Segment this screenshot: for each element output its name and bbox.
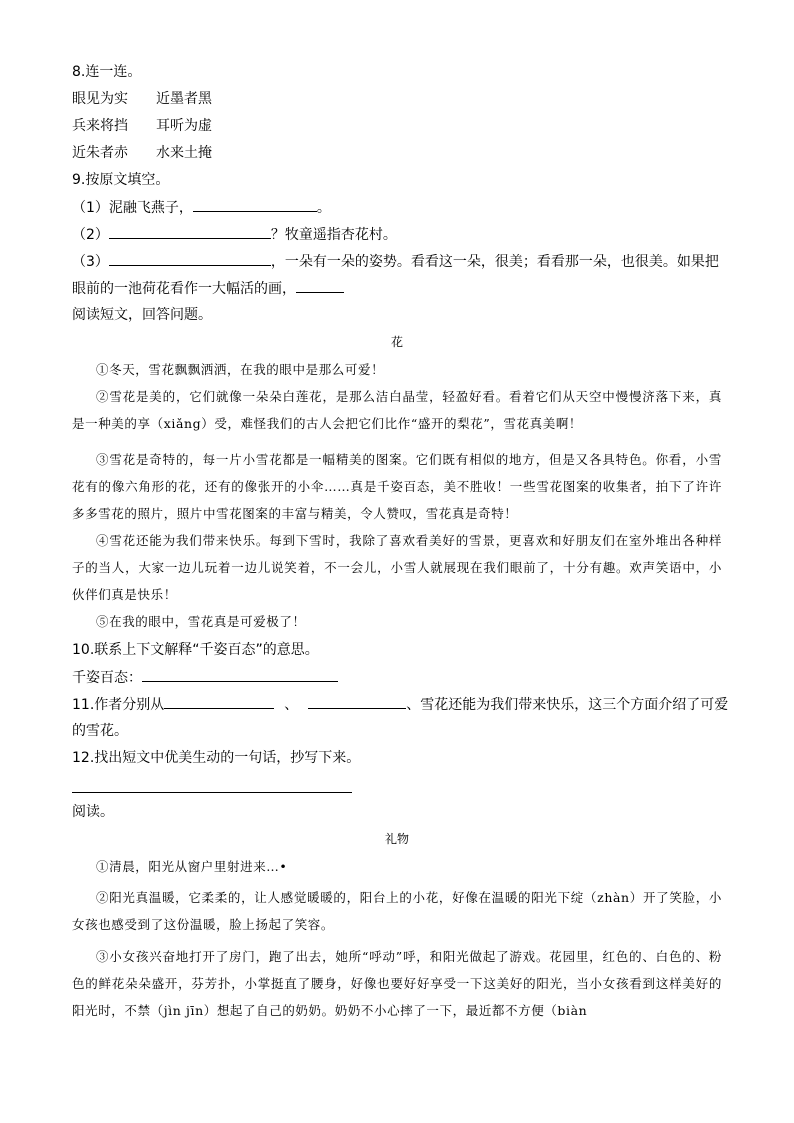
reading2-paragraph-2: ②阳光真温暖，它柔柔的，让人感觉暖暖的，阳台上的小花，好像在温暖的阳光下绽（zhàn）开了笑脸，小女孩也感受到了这份温暖，脸上扬起了笑容。 — [72, 890, 722, 932]
q8-left-3: 近朱者赤 — [72, 145, 128, 161]
q10-blank[interactable] — [142, 667, 338, 682]
q12-answer-line[interactable] — [72, 792, 352, 793]
reading1-intro: 阅读短文，回答问题。 — [72, 307, 212, 323]
q8-pair-3 — [72, 143, 212, 163]
q11-blank-1[interactable] — [164, 694, 274, 709]
q10-label: 千姿百态： — [72, 670, 142, 686]
q9-item-3 — [72, 251, 719, 272]
reading1-paragraph-2: ②雪花是美的，它们就像一朵朵白莲花，是那么洁白晶莹，轻盈好看。看着它们从天空中慢慢济落下来，真是一种美的享（xiǎng）受，难怪我们的古人会把它们比作“盛开的梨花”，雪花真美啊！ — [72, 389, 722, 431]
q8-right-1: 近墨者黑 — [156, 91, 212, 107]
q10-title: 10.联系上下文解释“千姿百态”的意思。 — [72, 642, 319, 658]
q9-item-1 — [72, 197, 331, 218]
q9-item3-line2: 眼前的一池荷花看作一大幅活的画， — [72, 281, 296, 297]
q11-blank-2[interactable] — [308, 694, 406, 709]
q9-item1-blank[interactable] — [193, 197, 317, 212]
q11-line-2: 的雪花。 — [72, 723, 128, 739]
q11-line-1 — [72, 694, 728, 715]
q9-title: 9.按原文填空。 — [72, 172, 170, 188]
q9-item2-prefix: （2） — [72, 227, 109, 243]
q12-title: 12.找出短文中优美生动的一句话，抄写下来。 — [72, 750, 361, 766]
reading2-title: 礼物 — [384, 832, 409, 846]
reading1-paragraph-3: ③雪花是奇特的，每一片小雪花都是一幅精美的图案。它们既有相似的地方，但是又各具特色。你看，小雪花有的像六角形的花，还有的像张开的小伞……真是千姿百态，美不胜收！一些雪花图案的收集者，拍下了许许多多雪花的照片，照片中雪花图案的丰富与精美，令人赞叹，雪花真是奇特！ — [72, 452, 722, 521]
q11-part2: 、 — [284, 697, 299, 713]
reading1-title: 花 — [390, 335, 403, 349]
q8-right-2: 耳听为虚 — [156, 118, 212, 134]
reading1-paragraph-1: ①冬天，雪花飘飘洒洒，在我的眼中是那么可爱！ — [96, 362, 385, 377]
q8-left-1: 眼见为实 — [72, 91, 128, 107]
reading2-paragraph-1: ①清晨，阳光从窗户里射进来…• — [96, 859, 288, 874]
q9-item3-blank[interactable] — [109, 251, 271, 266]
q9-item-2 — [72, 224, 397, 245]
q10-answer — [72, 667, 338, 688]
reading2-intro: 阅读。 — [72, 804, 114, 820]
q11-part3: 、雪花还能为我们带来快乐，这三个方面介绍了可爱 — [406, 697, 729, 713]
q9-item3-prefix: （3） — [72, 254, 109, 270]
q9-item3-suffix: ，一朵有一朵的姿势。看看这一朵，很美；看看那一朵，也很美。如果把 — [270, 254, 719, 270]
reading2-paragraph-3: ③小女孩兴奋地打开了房门，跑了出去，她所“呼动”呼，和阳光做起了游戏。花园里，红色的、白色的、粉色的鲜花朵朵盛开，芬芳扑，小掌挺直了腰身，好像也要好好享受一下这美好的阳光，当小女孩看到这样美好的阳光时，不禁（jìn jīn）想起了自己的奶奶。奶奶不小心摔了一下，最近都不方便（biàn — [72, 949, 722, 1018]
q9-item2-suffix: ？牧童遥指杏花村。 — [270, 227, 397, 243]
q9-item1-suffix: 。 — [316, 200, 331, 216]
q11-part1: 11.作者分别从 — [72, 697, 165, 713]
reading1-paragraph-4: ④雪花还能为我们带来快乐。每到下雪时，我除了喜欢看美好的雪景，更喜欢和好朋友们在室外堆出各种样子的当人，大家一边儿玩着一边儿说笑着，不一会儿，小雪人就展现在我们眼前了，十分有趣。欢声笑语中，小伙伴们真是快乐！ — [72, 533, 722, 602]
q8-title: 8.连一连。 — [72, 64, 142, 80]
q9-item1-prefix: （1）泥融飞燕子， — [72, 200, 193, 216]
q8-left-2: 兵来将挡 — [72, 118, 128, 134]
q8-pair-2 — [72, 116, 212, 136]
q9-item-3-line2 — [72, 278, 344, 299]
reading1-paragraph-5: ⑤在我的眼中，雪花真是可爱极了！ — [96, 614, 306, 629]
q8-pair-1 — [72, 89, 212, 109]
q8-right-3: 水来土掩 — [156, 145, 212, 161]
q9-item3-blank-2[interactable] — [296, 278, 344, 293]
q9-item2-blank[interactable] — [109, 224, 271, 239]
